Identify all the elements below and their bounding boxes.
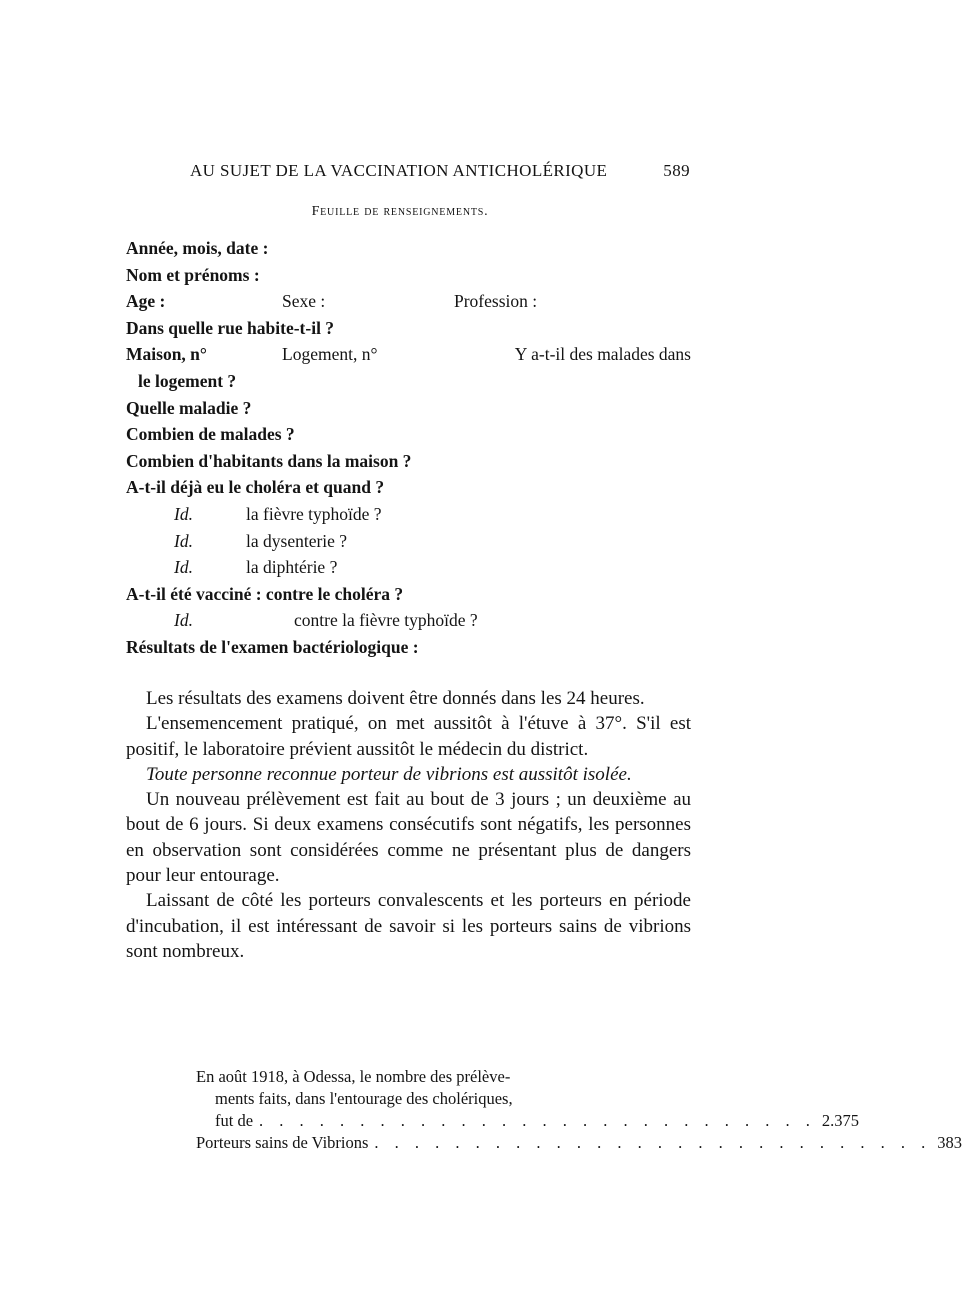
form-field-age: Age : <box>126 291 166 312</box>
dot-leader: . . . . . . . . . . . . . . . . . . . . . . . . . . . . <box>374 1133 932 1152</box>
form-id-text: contre la fièvre typhoïde ? <box>294 610 478 631</box>
body-text <box>126 686 691 964</box>
form-id-label: Id. <box>174 530 193 551</box>
form-line-annee: Année, mois, date : <box>126 238 269 258</box>
stats-value: 383 <box>937 1133 962 1152</box>
form-field-profession: Profession : <box>454 291 538 312</box>
form-line-rue: Dans quelle rue habite-t-il ? <box>126 317 335 338</box>
stats-row-porteurs <box>196 1132 962 1154</box>
form-line-id-diphterie <box>126 554 691 581</box>
sheet-title: Feuille de renseignements. <box>311 204 489 219</box>
form-line-id-dysenterie <box>126 528 691 555</box>
form-id-label: Id. <box>174 503 193 524</box>
form-id-text: la diphtérie ? <box>246 557 338 578</box>
form-line-id-typhoide <box>126 501 691 528</box>
paragraph-resultats: Les résultats des examens doivent être donnés dans les 24 heures. <box>146 688 645 709</box>
form-id-label: Id. <box>174 557 193 578</box>
form-line-combien-malades: Combien de malades ? <box>126 424 295 445</box>
paragraph-isolement: Toute personne reconnue porteur de vibrions est aussitôt isolée. <box>146 763 632 785</box>
stats-line: En août 1918, à Odessa, le nombre des prélève- <box>196 1067 511 1086</box>
stats-line: ments faits, dans l'entourage des cholériques, <box>215 1089 513 1108</box>
page-number: 589 <box>663 161 690 180</box>
running-title: AU SUJET DE LA VACCINATION ANTICHOLÉRIQUE <box>190 161 608 180</box>
form-line-nom: Nom et prénoms : <box>126 264 260 285</box>
statistics-block <box>196 1066 962 1154</box>
paragraph-porteurs: Laissant de côté les porteurs convalescents et les porteurs en période d'incubation, il est intéressant de savoir si les porteurs sains de vibrions sont nombreux. <box>126 890 691 962</box>
form-line-malades-cont: le logement ? <box>138 370 237 391</box>
form-line-vaccine: A-t-il été vacciné : contre le choléra ? <box>126 583 404 604</box>
stats-value: 2.375 <box>821 1111 860 1130</box>
stats-label: fut de <box>215 1111 254 1130</box>
form-field-malades: Y a-t-il des malades dans <box>514 344 691 365</box>
dot-leader: . . . . . . . . . . . . . . . . . . . . . . . . . . . . <box>259 1111 816 1130</box>
form-line-combien-habitants: Combien d'habitants dans la maison ? <box>126 450 412 471</box>
stats-row-prelevements <box>196 1110 860 1132</box>
form-line-maison <box>126 341 691 368</box>
paragraph-prelevement: Un nouveau prélèvement est fait au bout de 3 jours ; un deuxième au bout de 6 jours. Si deux examens consécutifs sont négatifs, les personnes en observation sont considérées comme ne présentant plus de dangers pour leur entourage. <box>126 789 691 887</box>
form-field-maison: Maison, n° <box>126 344 207 365</box>
form-line-vaccine-typhoide <box>126 607 691 634</box>
form-line-age-sexe-profession <box>126 288 691 315</box>
form-line-maladie: Quelle maladie ? <box>126 397 252 418</box>
form-id-text: la fièvre typhoïde ? <box>246 503 382 524</box>
information-form <box>126 235 691 661</box>
form-id-text: la dysenterie ? <box>246 530 348 551</box>
form-id-label: Id. <box>174 610 193 631</box>
paragraph-ensemencement: L'ensemencement pratiqué, on met aussitôt à l'étuve à 37°. S'il est positif, le laboratoire prévient aussitôt le médecin du district. <box>126 713 691 760</box>
form-field-sexe: Sexe : <box>282 291 326 312</box>
form-field-logement: Logement, n° <box>282 344 378 365</box>
stats-label: Porteurs sains de Vibrions <box>196 1133 369 1152</box>
form-line-resultats: Résultats de l'examen bactériologique : <box>126 636 419 657</box>
form-line-cholera: A-t-il déjà eu le choléra et quand ? <box>126 477 385 498</box>
